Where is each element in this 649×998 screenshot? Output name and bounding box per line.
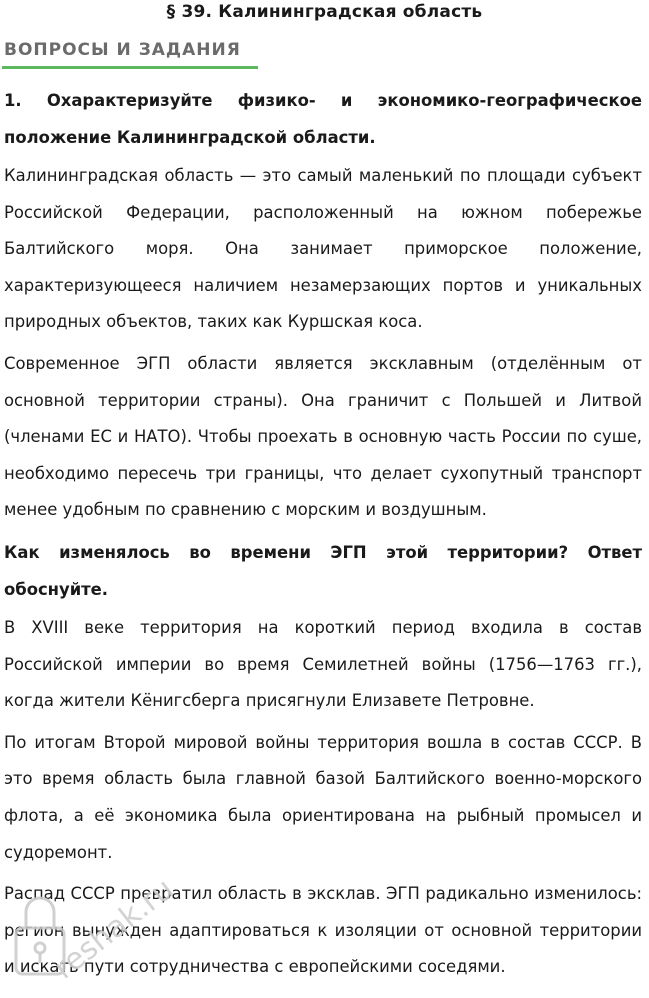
section-heading: ВОПРОСЫ И ЗАДАНИЯ bbox=[4, 40, 241, 60]
answer-paragraph: В XVIII веке территория на короткий период входила в состав Российской империи во время Семилетней войны (1756—1763 гг.), когда жители Кёнигсберга присягнули Елизавете Петровне. bbox=[4, 617, 642, 711]
section-underline bbox=[2, 66, 258, 69]
answer-paragraph: Калининградская область — это самый маленький по площади субъект Российской Федерации, расположенный на южном побережье Балтийского моря. Она занимает приморское положение, характеризующееся наличием незамерзающих портов и уникальных природных объектов, таких как Куршская коса. bbox=[4, 166, 642, 332]
question-1: 1. Охарактеризуйте физико- и экономико-географическое положение Калининградской области. bbox=[4, 91, 642, 147]
page-title: § 39. Калининградская область bbox=[166, 2, 483, 22]
answer-paragraph: Современное ЭГП области является эксклавным (отделённым от основной территории страны). Она граничит с Польшей и Литвой (членами ЕС и НАТО). Чтобы проехать в основную часть России по суше, необходимо пересечь три границы, что делает сухопутный транспорт менее удобным по сравнению с морским и воздушным. bbox=[4, 353, 642, 520]
answer-paragraph: Распад СССР превратил область в эксклав. ЭГП радикально изменилось: регион вынужден адаптироваться к изоляции от основной территории и искать пути сотрудничества с европейскими соседями. bbox=[4, 884, 642, 977]
content bbox=[4, 82, 642, 991]
question-2: Как изменялось во времени ЭГП этой территории? Ответ обоснуйте. bbox=[4, 542, 642, 599]
answer-paragraph: По итогам Второй мировой войны территория вошла в состав СССР. В это время область была главной базой Балтийского военно-морского флота, а её экономика была ориентирована на рыбный промысел и судоремонт. bbox=[4, 732, 642, 862]
watermark-text: reshak.ru bbox=[47, 871, 181, 987]
